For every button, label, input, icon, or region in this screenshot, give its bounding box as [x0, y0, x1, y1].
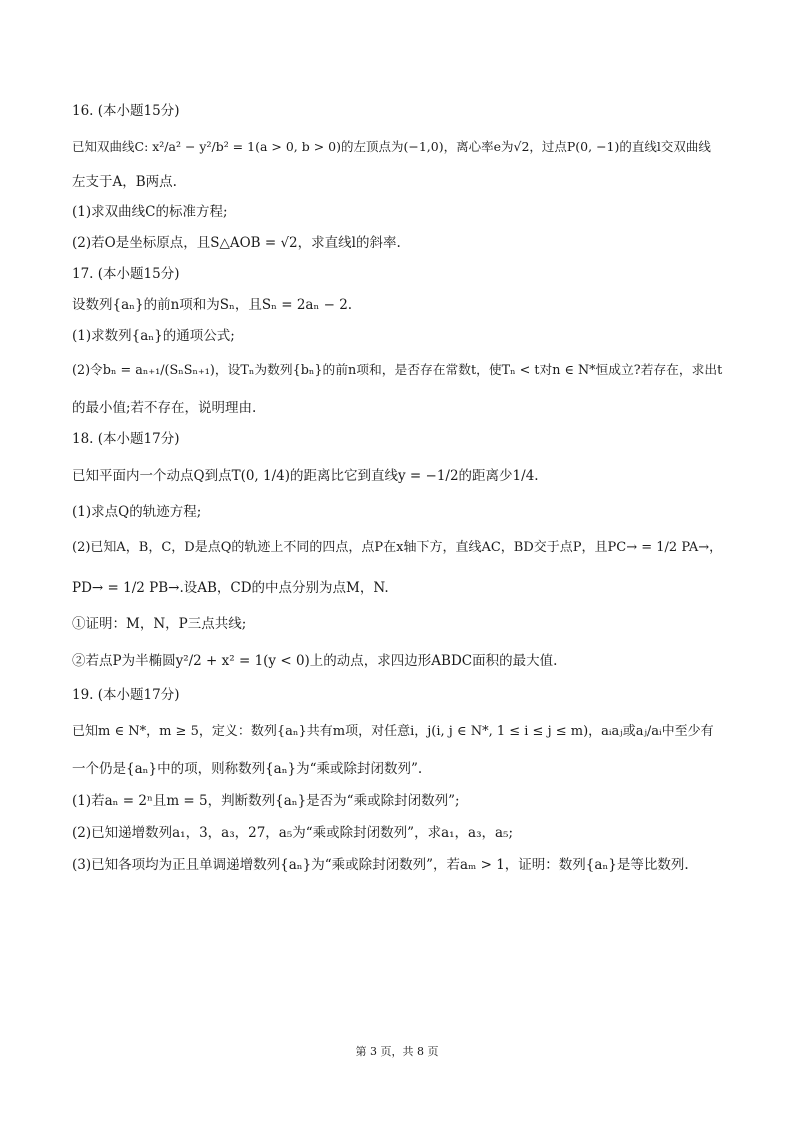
problem-18-line: ②若点P为半椭圆y²/2 + x² = 1(y < 0)上的动点，求四边形ABDC面积的最大值.: [72, 653, 558, 669]
problem-16-line: (2)若O是坐标原点，且S△AOB = √2，求直线l的斜率.: [72, 235, 401, 251]
problem-17-header: 17. (本小题15分): [72, 266, 180, 282]
problem-19-line: (3)已知各项均为正且单调递增数列{aₙ}为“乘或除封闭数列”，若aₘ > 1，证明：数列{aₙ}是等比数列.: [72, 857, 689, 873]
problem-18-line: 已知平面内一个动点Q到点T(0, 1/4)的距离比它到直线y = −1/2的距离少1/4.: [72, 468, 539, 484]
problem-18-line: ①证明：M，N，P三点共线;: [72, 616, 247, 632]
problem-17-line: 的最小值;若不存在，说明理由.: [72, 400, 257, 416]
problem-19-line: 已知m ∈ N*，m ≥ 5，定义：数列{aₙ}共有m项，对任意i，j(i, j ∈ N*, 1 ≤ i ≤ j ≤ m)，aᵢaⱼ或aⱼ/aᵢ中至少有: [72, 724, 714, 739]
problem-18-line: (1)求点Q的轨迹方程;: [72, 504, 202, 520]
problem-17-line: 设数列{aₙ}的前n项和为Sₙ，且Sₙ = 2aₙ − 2.: [72, 297, 353, 313]
problem-18-line: PD→ = 1/2 PB→.设AB，CD的中点分别为点M，N.: [72, 580, 389, 596]
problem-17-line: (2)令bₙ = aₙ₊₁/(SₙSₙ₊₁)，设Tₙ为数列{bₙ}的前n项和，是否存在常数t，使Tₙ < t对n ∈ N*恒成立?若存在，求出t: [72, 363, 723, 378]
problem-18-header: 18. (本小题17分): [72, 431, 180, 447]
problem-16-line: 已知双曲线C: x²/a² − y²/b² = 1(a > 0, b > 0)的左顶点为(−1,0)，离心率e为√2，过点P(0, −1)的直线l交双曲线: [72, 139, 711, 154]
page-footer: 第 3 页，共 8 页: [355, 1045, 439, 1058]
problem-19-line: (1)若aₙ = 2ⁿ且m = 5，判断数列{aₙ}是否为“乘或除封闭数列”;: [72, 793, 460, 809]
problem-19-line: (2)已知递增数列a₁，3，a₃，27，a₅为“乘或除封闭数列”，求a₁，a₃，a₅;: [72, 825, 514, 841]
problem-18-line: (2)已知A，B，C，D是点Q的轨迹上不同的四点，点P在x轴下方，直线AC，BD交于点P，且PC→ = 1/2 PA→，: [72, 540, 723, 555]
problem-16-line: 左支于A，B两点.: [72, 174, 177, 190]
problem-19-line: 一个仍是{aₙ}中的项，则称数列{aₙ}为“乘或除封闭数列”.: [72, 761, 423, 777]
problem-16-header: 16. (本小题15分): [72, 103, 180, 119]
problem-17-line: (1)求数列{aₙ}的通项公式;: [72, 328, 235, 344]
problem-19-header: 19. (本小题17分): [72, 687, 180, 703]
problem-16-line: (1)求双曲线C的标准方程;: [72, 204, 228, 220]
